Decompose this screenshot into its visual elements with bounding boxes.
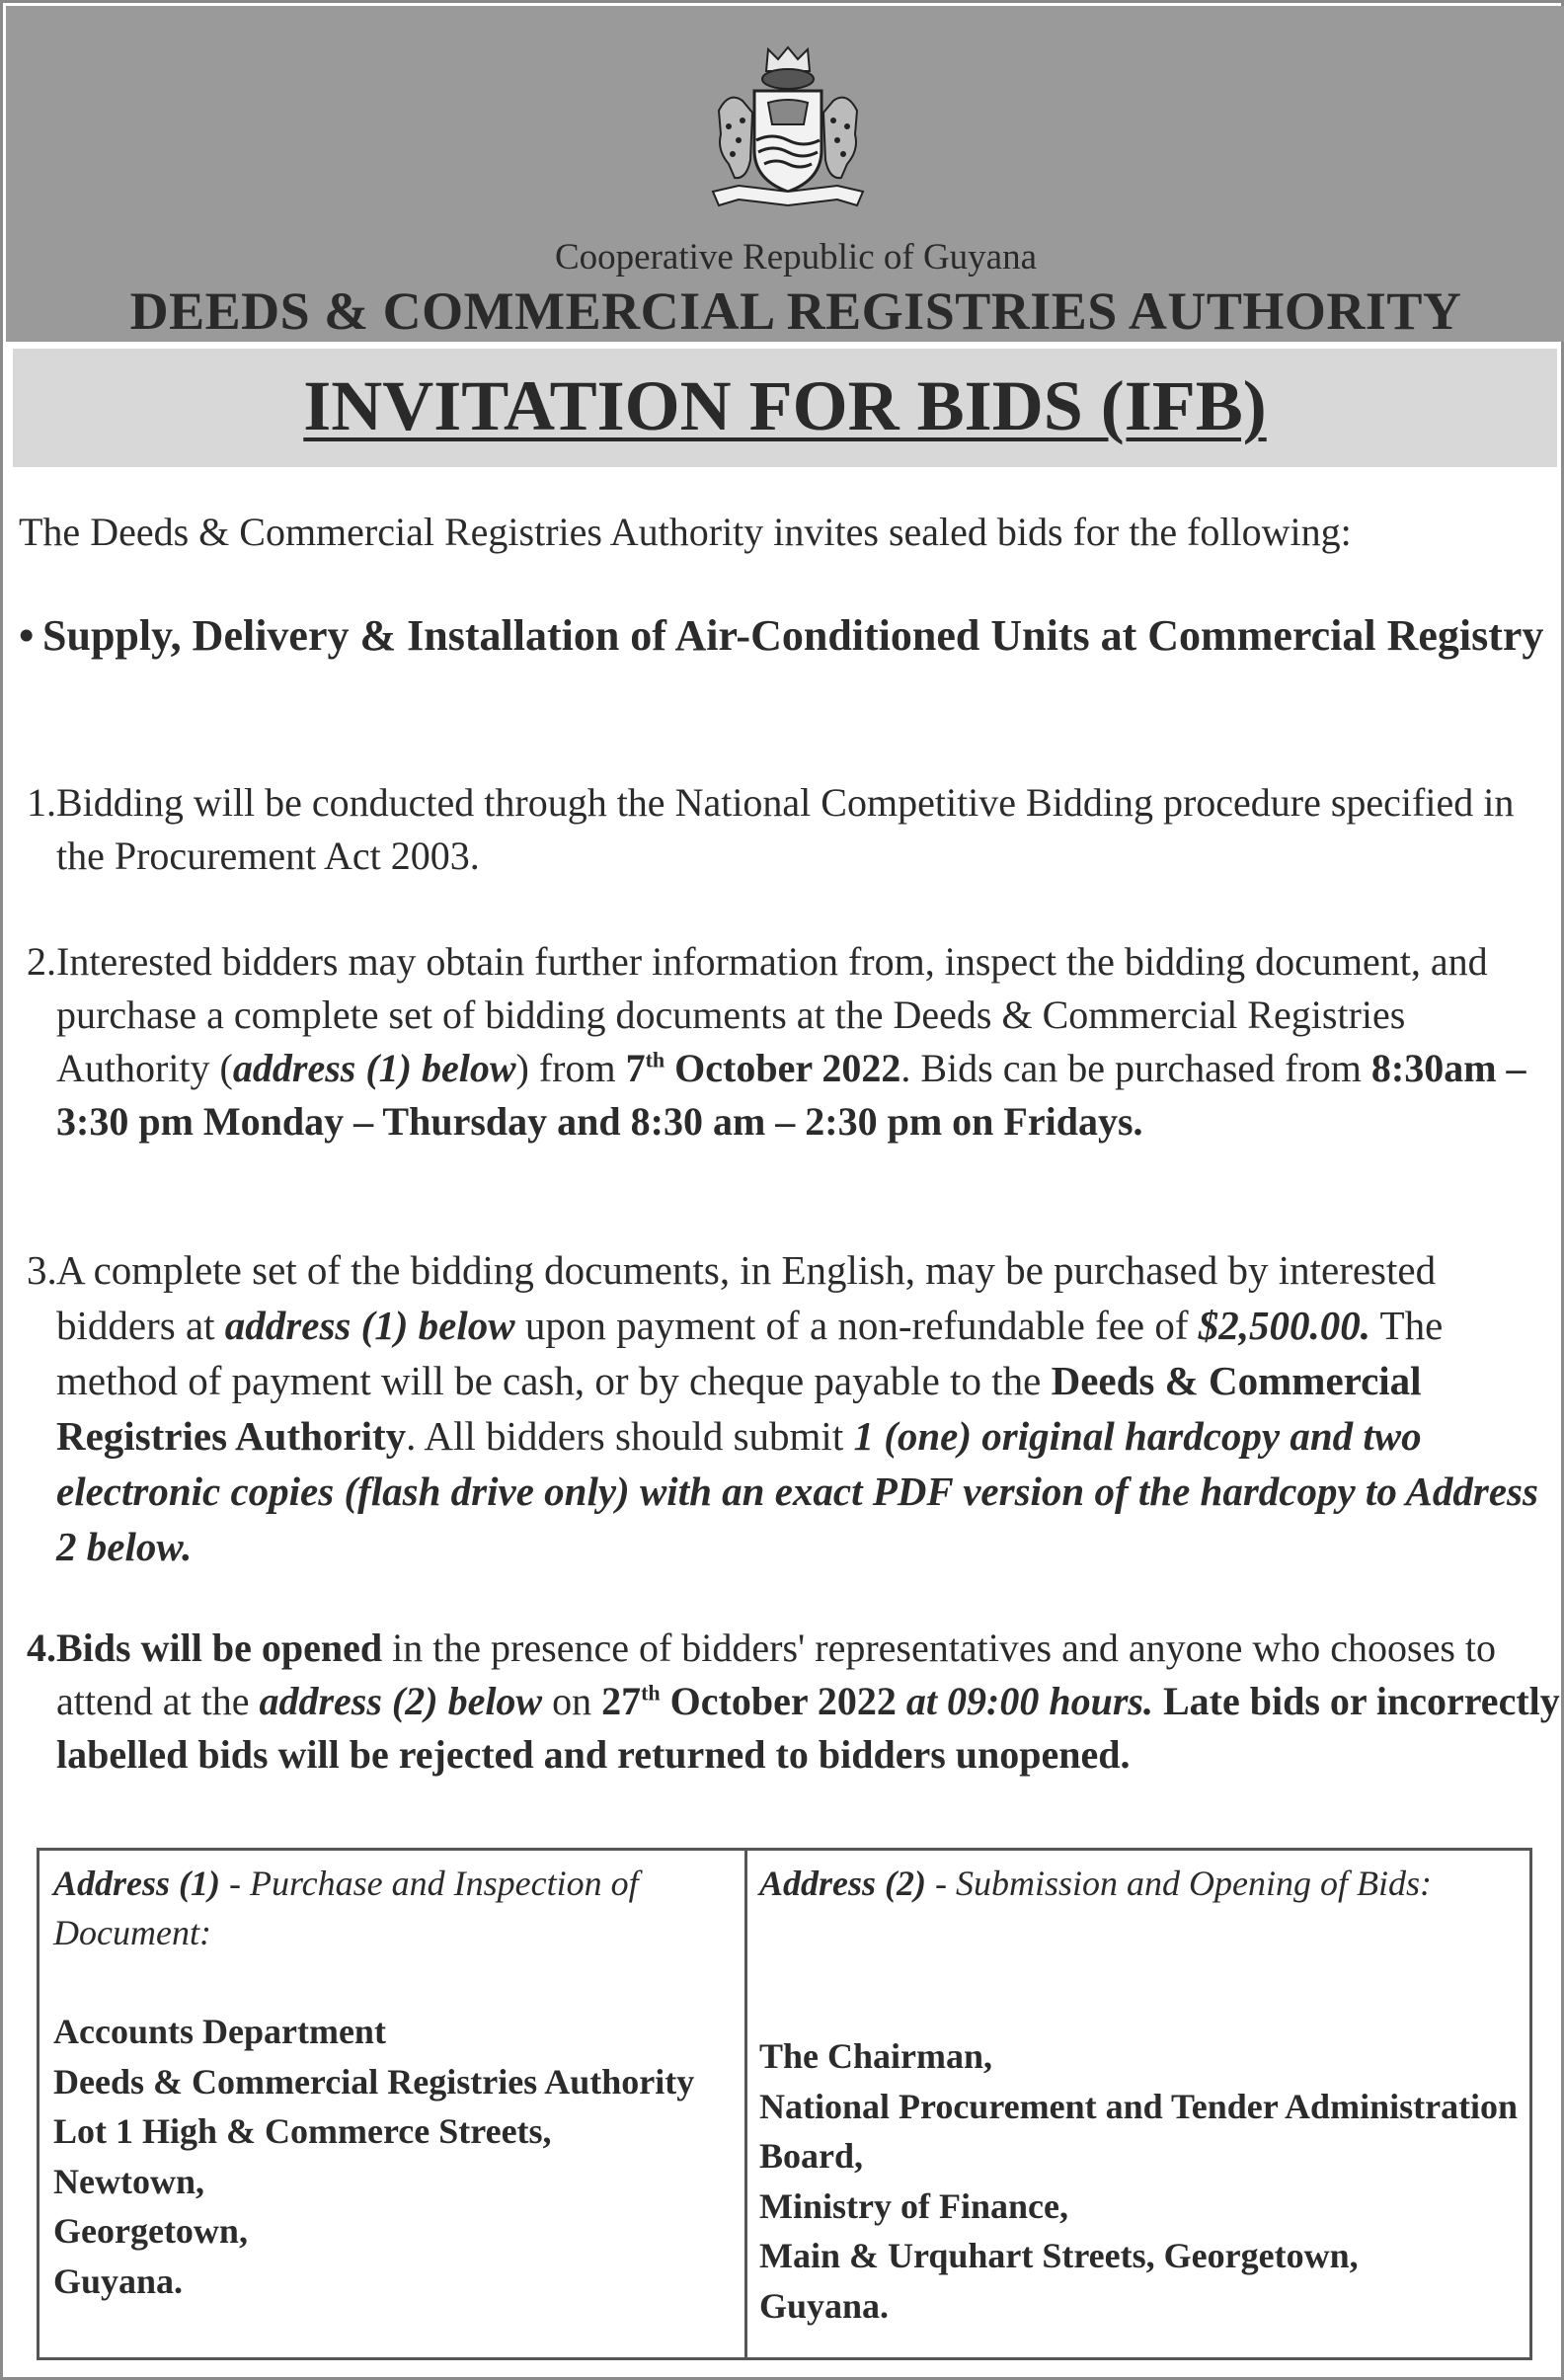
clause-3-part: upon payment of a non-refundable fee of	[514, 1303, 1199, 1348]
address-1-label: Address (1)	[53, 1864, 220, 1903]
date-month-year: October 2022	[665, 1046, 901, 1090]
clause-number: 4.	[27, 1626, 56, 1670]
address-reference: address (1) below	[232, 1046, 516, 1090]
header-band	[6, 6, 1564, 342]
payee-name: Deeds & Commercial Registries Authority	[56, 1358, 1422, 1459]
address-2-description: - Submission and Opening of Bids:	[926, 1864, 1432, 1903]
date-day: 7	[625, 1046, 646, 1090]
date-suffix: th	[641, 1680, 661, 1706]
address-line: The Chairman,	[759, 2036, 993, 2076]
address-2-heading	[759, 1859, 1520, 1908]
clause-2-part: ) from	[515, 1046, 626, 1090]
opening-time: at 09:00 hours.	[905, 1679, 1153, 1723]
clause-2-part: Interested bidders may obtain further information from, inspect the bidding document, and purchase a complete set of bidding documents at the Deeds & Commercial Registries Authority (	[56, 939, 1488, 1090]
clause-4-part: on	[542, 1679, 602, 1723]
address-table	[37, 1848, 1532, 2360]
purchase-hours: 8:30am – 3:30 pm Monday – Thursday and 8:30 am – 2:30 pm on Fridays.	[56, 1046, 1526, 1144]
address-line: Ministry of Finance,	[759, 2185, 1068, 2226]
clause-number: 2.	[27, 939, 56, 984]
bid-item-text: Supply, Delivery & Installation of Air-Conditioned Units at Commercial Registry	[42, 611, 1544, 660]
address-reference: address (2) below	[259, 1679, 543, 1723]
intro-text: The Deeds & Commercial Registries Authority invites sealed bids for the following:	[19, 510, 1352, 554]
submission-requirements: 1 (one) original hardcopy and two electronic copies (flash drive only) with an exact PDF version of the hardcopy to Address 2 below.	[56, 1413, 1538, 1569]
clause-3-part: A complete set of the bidding documents, in English, may be purchased by interested bidders at	[56, 1247, 1437, 1348]
table-divider	[744, 1851, 747, 2357]
address-1-heading	[53, 1859, 735, 1957]
address-line: Lot 1 High & Commerce Streets,	[53, 2111, 552, 2151]
page-title: INVITATION FOR BIDS (IFB)	[303, 366, 1267, 445]
clause-4-lead: Bids will be opened	[56, 1626, 383, 1670]
clause-3-part: The method of payment will be cash, or by cheque payable to the	[56, 1303, 1444, 1403]
fee-amount: $2,500.00.	[1198, 1303, 1371, 1348]
address-line: National Procurement and Tender Administration Board,	[759, 2086, 1519, 2176]
address-reference: address (1) below	[224, 1303, 515, 1348]
clause-text	[56, 1242, 1562, 1574]
date-month-year: October 2022	[660, 1679, 906, 1723]
clause-3-part: . All bidders should submit	[406, 1413, 854, 1459]
clause-1-text: Bidding will be conducted through the National Competitive Bidding procedure specified in the Procurement Act 2003.	[56, 780, 1515, 878]
address-line: Newtown,	[53, 2161, 204, 2201]
address-line: Georgetown,	[53, 2211, 248, 2251]
address-line: Guyana.	[759, 2285, 890, 2326]
address-line: Guyana.	[53, 2261, 184, 2301]
clause-number: 3.	[27, 1247, 57, 1293]
clause-4-part: in the presence of bidders' representatives and anyone who chooses to attend at the	[56, 1626, 1497, 1723]
clause-2-part: . Bids can be purchased from	[900, 1046, 1371, 1090]
clause-text	[56, 935, 1562, 1149]
title-band	[13, 349, 1557, 467]
date-suffix: th	[645, 1047, 665, 1072]
address-line: Accounts Department	[53, 2012, 386, 2051]
late-bids-warning: Late bids or incorrectly labelled bids will be rejected and returned to bidders unopened.	[56, 1679, 1560, 1777]
clause-text	[56, 1622, 1562, 1782]
address-2-label: Address (2)	[759, 1864, 926, 1903]
clause-text	[56, 776, 1562, 883]
date-day: 27	[601, 1679, 642, 1723]
address-line: Main & Urquhart Streets, Georgetown,	[759, 2236, 1359, 2275]
address-1-description: - Purchase and Inspection of Document:	[53, 1864, 639, 1952]
country-name: Cooperative Republic of Guyana	[554, 237, 1038, 278]
address-2-lines	[759, 2031, 1520, 2331]
clause-number: 1.	[27, 780, 56, 825]
authority-name: DEEDS & COMMERCIAL REGISTRIES AUTHORITY	[129, 281, 1462, 341]
address-1-lines	[53, 2007, 735, 2306]
address-line: Deeds & Commercial Registries Authority	[53, 2061, 695, 2102]
bullet-symbol: •	[19, 611, 35, 660]
coat-of-arms-icon	[699, 41, 877, 219]
